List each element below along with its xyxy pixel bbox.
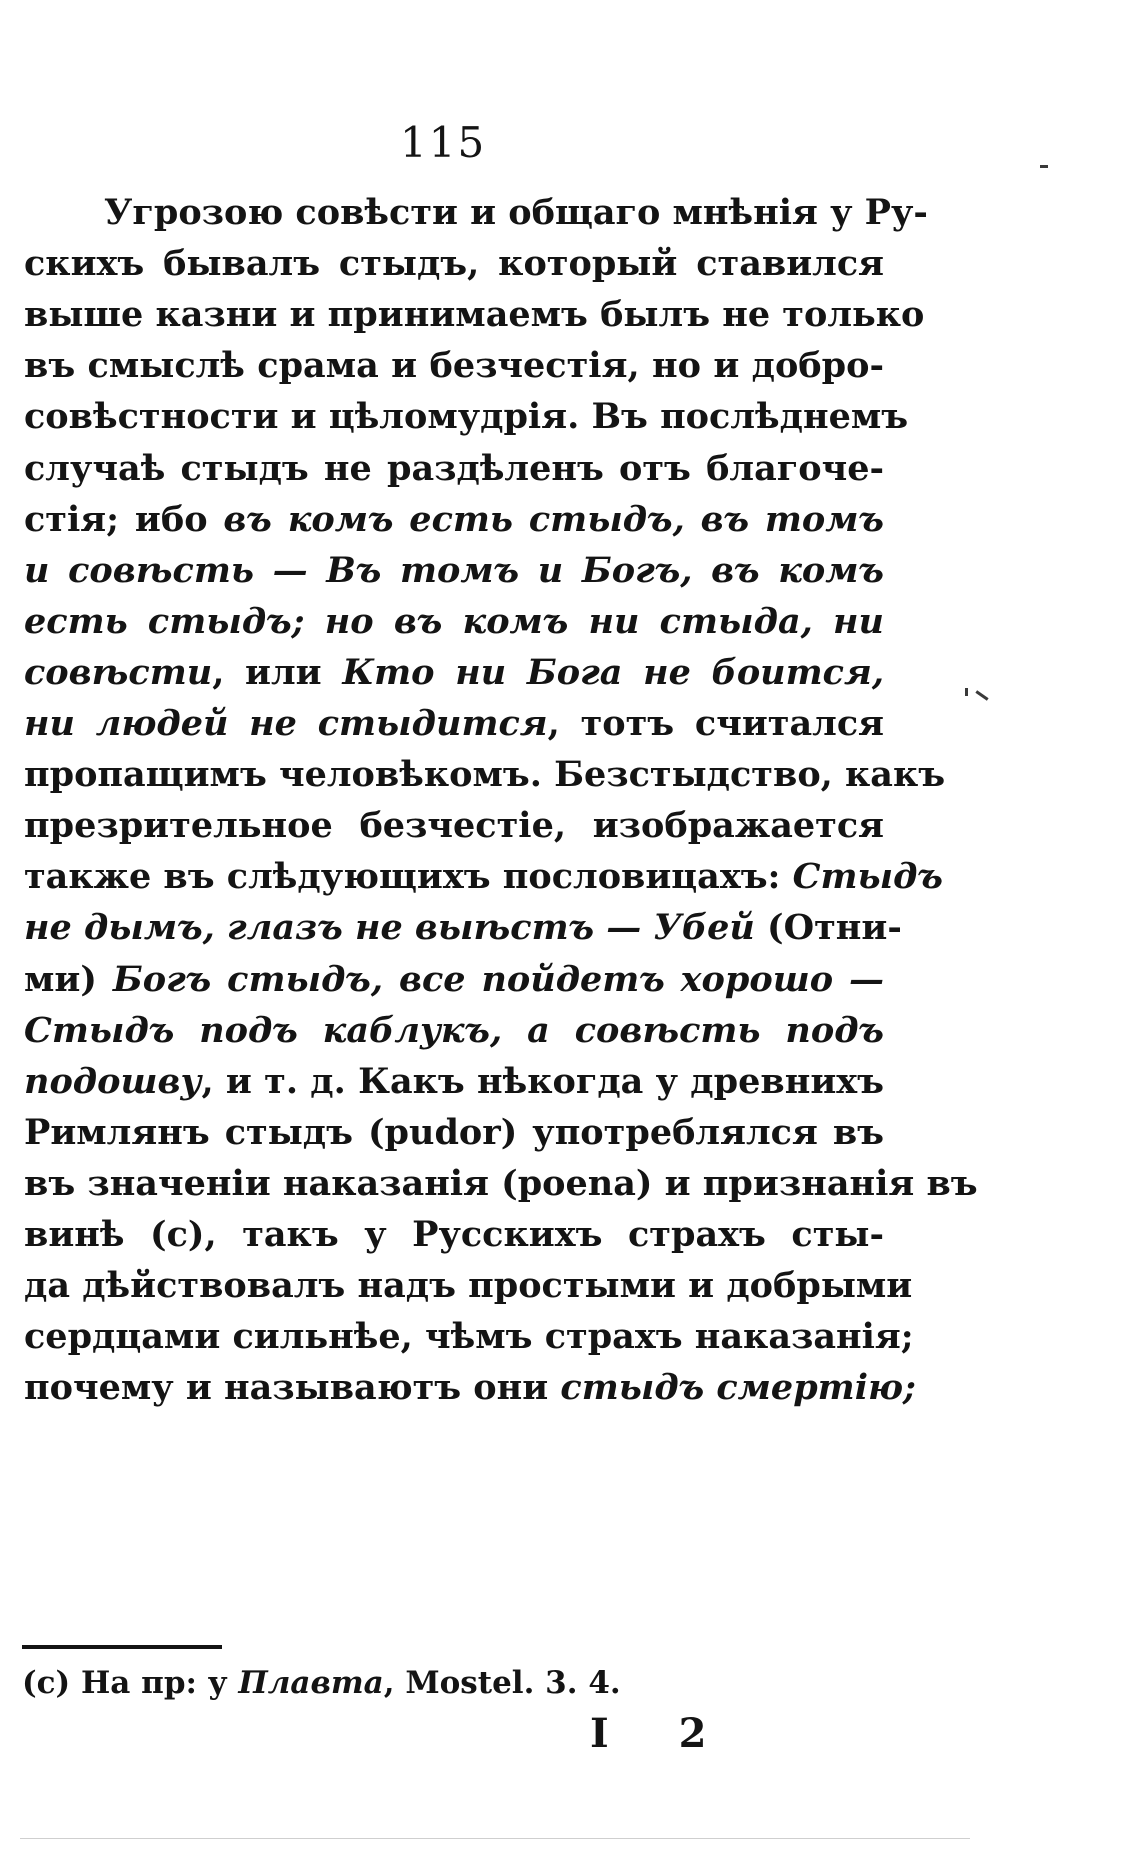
footnote-author: Плавта (238, 1665, 384, 1701)
text-run: презрительное безчестіе, изображается (24, 805, 884, 847)
italic-phrase: ни людей не стыдится (24, 703, 548, 744)
text-run: скихъ бывалъ стыдъ, который ставился (24, 243, 884, 285)
footnote-text: (с) На пр: у (22, 1665, 239, 1701)
text-line (24, 1257, 913, 1315)
text-run: , и т. д. Какъ нѣкогда у древнихъ (201, 1060, 884, 1102)
text-line (24, 1206, 884, 1264)
page-number: 115 (400, 118, 487, 167)
text-line (24, 1359, 916, 1417)
text-line (24, 899, 902, 957)
italic-phrase: Стыдъ (792, 856, 943, 898)
text-run: винѣ (с), такъ у Русскихъ страхъ сты- (24, 1214, 884, 1255)
text-line (24, 644, 884, 702)
text-line (24, 440, 884, 498)
scan-speck (975, 690, 988, 700)
footnote (22, 1660, 621, 1706)
italic-phrase: подошву (24, 1060, 202, 1102)
italic-phrase: и совѣсть — Въ томъ и Богъ, въ комъ (24, 549, 884, 591)
text-run: совѣстности и цѣломудрія. Въ послѣднемъ (24, 396, 909, 438)
text-line (24, 695, 884, 753)
footnote-text: , Mostel. 3. 4. (383, 1665, 621, 1701)
text-line (24, 337, 884, 395)
text-run: случаѣ стыдъ не раздѣленъ отъ благоче- (24, 447, 884, 489)
text-line (24, 1104, 884, 1162)
italic-phrase: не дымъ, глазъ не выѣстъ — Убей (24, 907, 755, 949)
italic-phrase: Кто ни Бога не боится, (342, 651, 885, 693)
text-line (24, 1308, 914, 1366)
text-line (24, 286, 925, 344)
text-line (24, 491, 884, 549)
italic-phrase: Богъ стыдъ, все пойдетъ хорошо — (112, 958, 884, 1000)
text-line (24, 797, 884, 855)
text-line (24, 951, 884, 1009)
text-line (24, 542, 884, 600)
italic-phrase: Стыдъ подъ каблукъ, а совѣсть подъ (24, 1009, 884, 1051)
text-run: пропащимъ человѣкомъ. Безстыдство, какъ (24, 754, 946, 796)
italic-phrase: совѣсти (24, 651, 213, 693)
text-run: Римлянъ стыдъ (pudor) употреблялся въ (24, 1111, 884, 1153)
text-run: также въ слѣдующихъ пословицахъ: (24, 856, 793, 898)
text-run: ми) (24, 958, 113, 1000)
footnote-divider (22, 1645, 222, 1649)
text-line (24, 388, 909, 446)
text-line (24, 848, 943, 906)
text-run: да дѣйствовалъ надъ простыми и добрыми (24, 1265, 913, 1307)
text-line (24, 1002, 884, 1060)
text-run: , тотъ считался (547, 703, 884, 744)
text-line (24, 1155, 978, 1213)
text-run: почему и называютъ они (24, 1367, 561, 1409)
scan-speck (20, 1838, 970, 1839)
text-run: выше казни и принимаемъ былъ не только (24, 294, 925, 336)
signature-mark: I 2 (590, 1710, 735, 1757)
italic-phrase: стыдъ смертію; (560, 1367, 916, 1409)
text-run: стія; ибо (24, 498, 224, 540)
text-run: , или (212, 651, 343, 693)
text-run: въ значеніи наказанія (poena) и признанія въ (24, 1162, 978, 1204)
italic-phrase: есть стыдъ; но въ комъ ни стыда, ни (24, 600, 884, 642)
text-line (24, 593, 884, 651)
text-line (24, 746, 946, 804)
text-line (104, 184, 928, 242)
text-run: (Отни- (754, 907, 902, 949)
text-run: въ смыслѣ срама и безчестія, но и добро- (24, 345, 884, 387)
text-run: сердцами сильнѣе, чѣмъ страхъ наказанія; (24, 1316, 914, 1358)
italic-phrase: въ комъ есть стыдъ, въ томъ (223, 498, 884, 540)
text-line (24, 1053, 884, 1111)
text-run: Угрозою совѣсти и общаго мнѣнія у Ру- (104, 192, 928, 233)
scan-speck (1040, 165, 1048, 168)
scan-speck (965, 688, 968, 696)
text-line (24, 235, 884, 293)
